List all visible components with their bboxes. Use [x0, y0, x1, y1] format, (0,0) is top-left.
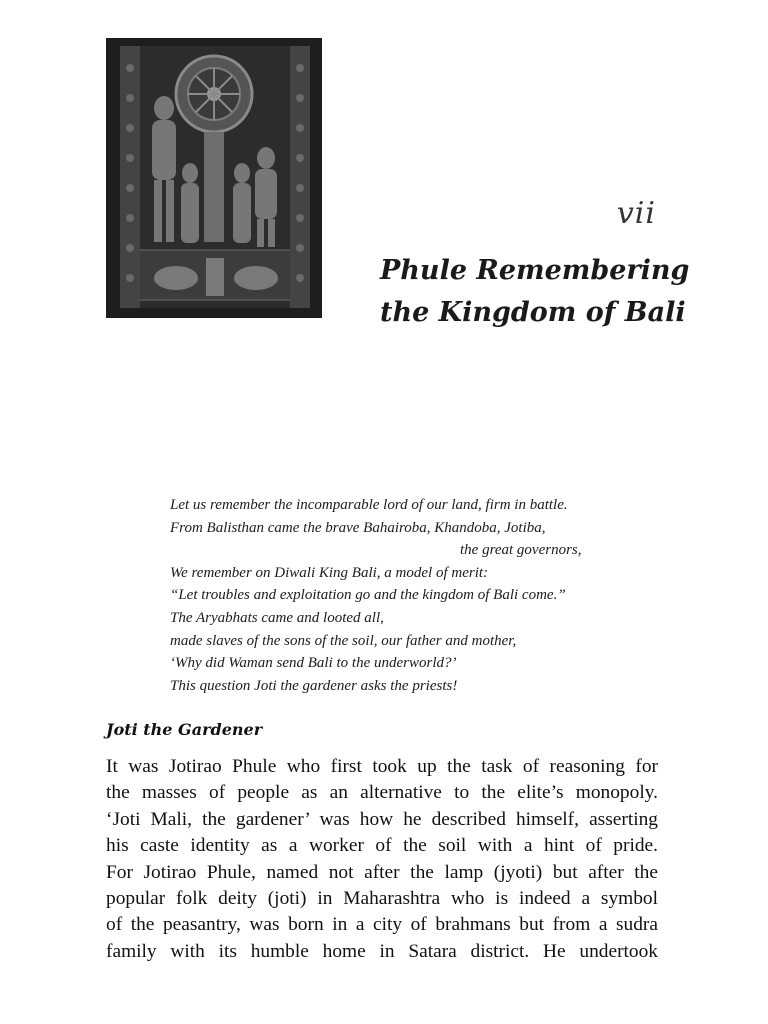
paragraph-line: the masses of people as an alternative to the elite’s monopoly.	[106, 782, 658, 804]
chapter-title-line-1: Phule Remembering	[380, 255, 690, 286]
epigraph-poem	[170, 494, 630, 697]
section-heading: Joti the Gardener	[106, 720, 263, 739]
paragraph-line: his caste identity as a worker of the soil with a hint of pride.	[106, 835, 658, 857]
paragraph-line: popular folk deity (joti) in Maharashtra who is indeed a symbol	[106, 888, 658, 910]
poem-line: We remember on Diwali King Bali, a model of merit:	[170, 564, 489, 581]
paragraph-line: of the peasantry, was born in a city of brahmans but from a sudra	[106, 914, 658, 936]
paragraph-line: For Jotirao Phule, named not after the lamp (jyoti) but after the	[106, 861, 658, 883]
poem-line: the great governors,	[460, 542, 582, 559]
poem-line: ‘Why did Waman send Bali to the underworld?’	[170, 655, 457, 672]
paragraph-line: It was Jotirao Phule who first took up the task of reasoning for	[106, 756, 658, 777]
chapter-title	[380, 250, 690, 334]
poem-line: made slaves of the sons of the soil, our father and mother,	[170, 632, 517, 649]
paragraph-line: ‘Joti Mali, the gardener’ was how he described himself, asserting	[106, 808, 658, 830]
body-paragraph	[106, 754, 658, 965]
poem-line: Let us remember the incomparable lord of our land, firm in battle.	[170, 497, 568, 513]
poem-line: This question Joti the gardener asks the priests!	[170, 677, 458, 694]
stone-relief-illustration	[106, 38, 322, 318]
poem-line: From Balisthan came the brave Bahairoba, Khandoba, Jotiba,	[170, 519, 546, 536]
poem-line: “Let troubles and exploitation go and the kingdom of Bali come.”	[170, 587, 566, 604]
chapter-number: vii	[616, 196, 656, 231]
chapter-title-line-2: the Kingdom of Bali	[380, 297, 686, 328]
poem-line: The Aryabhats came and looted all,	[170, 609, 384, 626]
paragraph-line: family with its humble home in Satara district. He undertook	[106, 940, 658, 962]
stone-relief-image	[106, 38, 322, 318]
